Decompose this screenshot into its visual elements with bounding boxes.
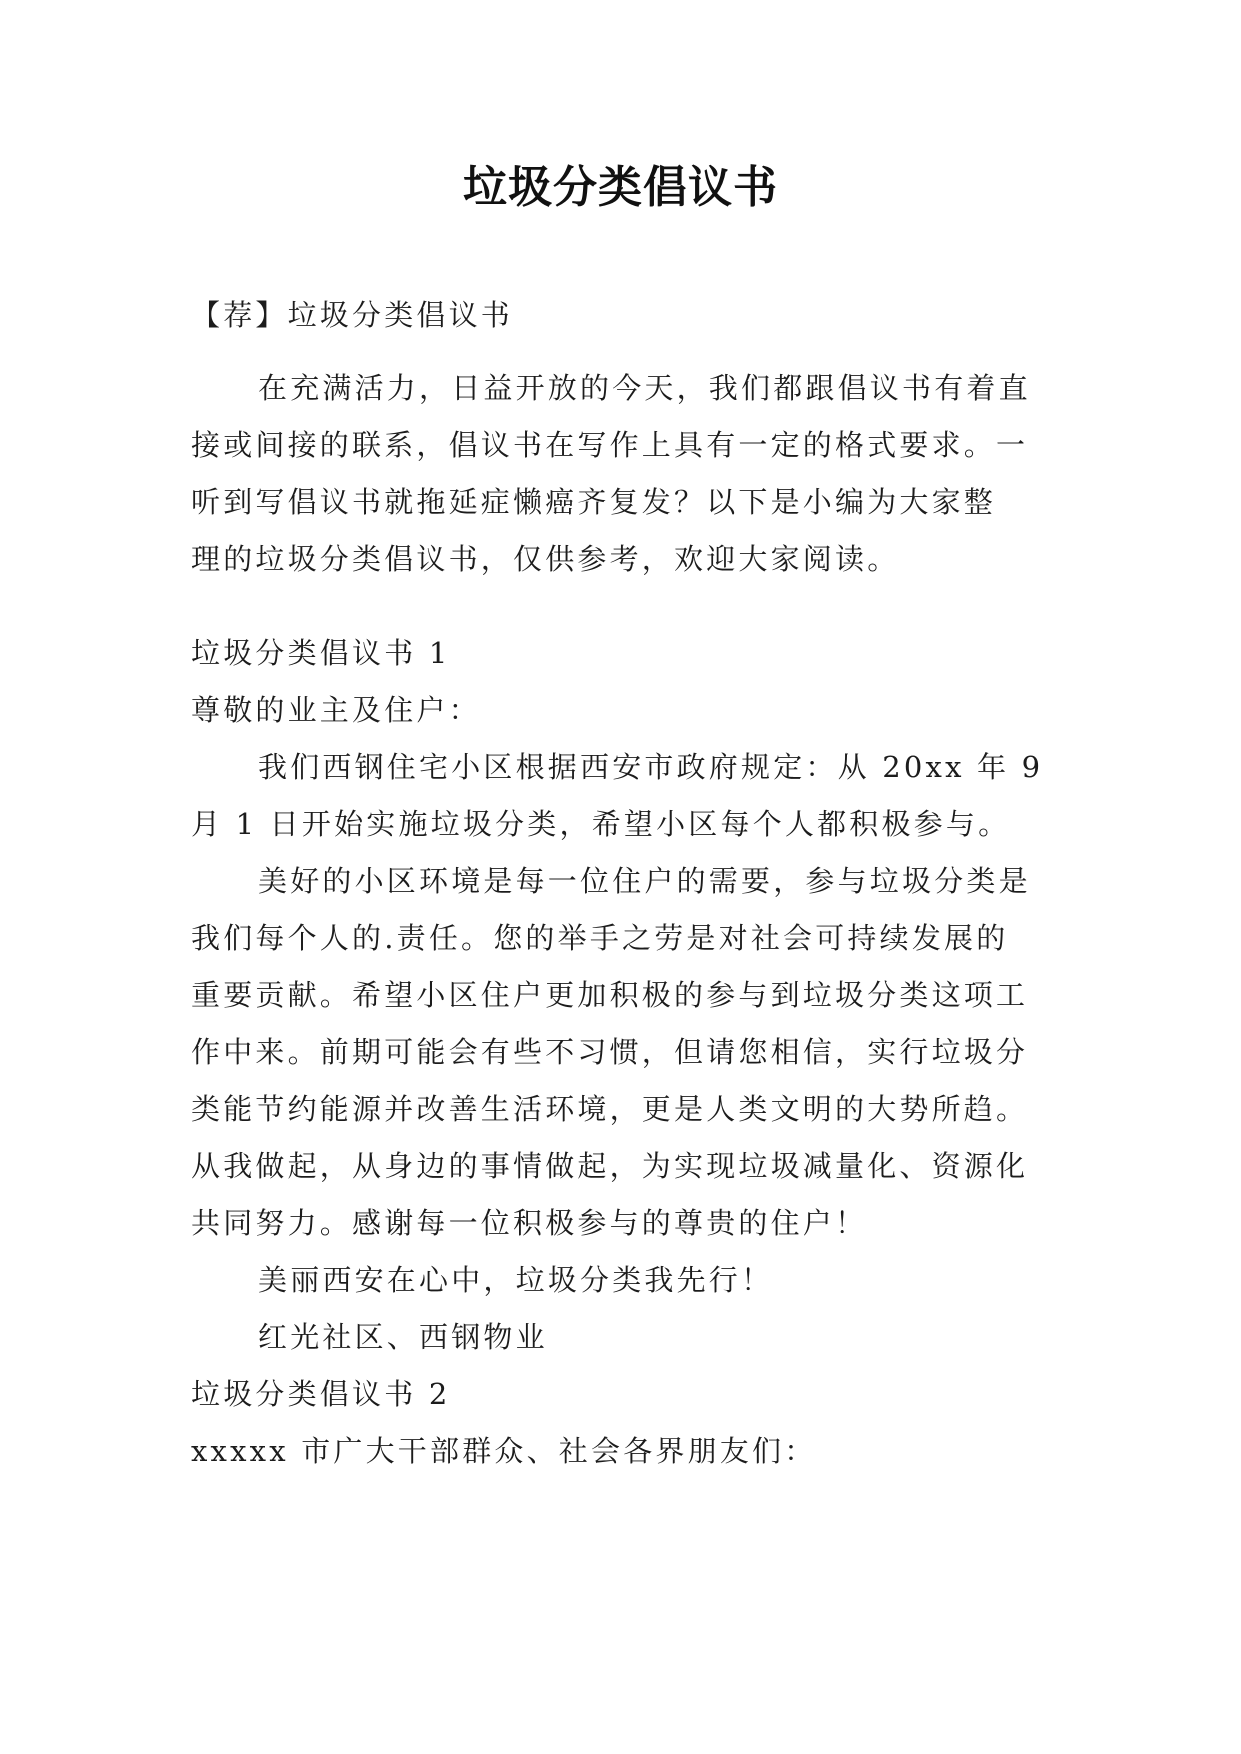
paragraph-line: 美好的小区环境是每一位住户的需要，参与垃圾分类是 (258, 864, 1031, 898)
salutation: xxxxx 市广大干部群众、社会各界朋友们： (191, 1434, 817, 1468)
slogan: 美丽西安在心中，垃圾分类我先行！ (258, 1263, 774, 1297)
section-heading: 垃圾分类倡议书 2 (191, 1377, 451, 1411)
paragraph-line: 从我做起，从身边的事情做起，为实现垃圾减量化、资源化 (191, 1149, 1029, 1183)
intro-line: 理的垃圾分类倡议书，仅供参考，欢迎大家阅读。 (191, 542, 900, 576)
recommend-heading: 【荐】垃圾分类倡议书 (191, 298, 514, 332)
section-heading: 垃圾分类倡议书 1 (191, 636, 451, 670)
intro-line: 听到写倡议书就拖延症懒癌齐复发？以下是小编为大家整 (191, 485, 997, 519)
paragraph-line: 作中来。前期可能会有些不习惯，但请您相信，实行垃圾分 (191, 1035, 1029, 1069)
paragraph-line: 我们每个人的.责任。您的举手之劳是对社会可持续发展的 (191, 921, 1009, 955)
paragraph-line: 重要贡献。希望小区住户更加积极的参与到垃圾分类这项工 (191, 978, 1029, 1012)
paragraph-line: 我们西钢住宅小区根据西安市政府规定：从 20xx 年 9 (258, 750, 1044, 784)
intro-line: 在充满活力，日益开放的今天，我们都跟倡议书有着直 (258, 371, 1031, 405)
document-title: 垃圾分类倡议书 (463, 162, 778, 213)
salutation: 尊敬的业主及住户： (191, 693, 481, 727)
paragraph-line: 月 1 日开始实施垃圾分类，希望小区每个人都积极参与。 (191, 807, 1011, 841)
signature: 红光社区、西钢物业 (258, 1320, 548, 1354)
paragraph-line: 共同努力。感谢每一位积极参与的尊贵的住户！ (191, 1206, 868, 1240)
intro-line: 接或间接的联系，倡议书在写作上具有一定的格式要求。一 (191, 428, 1029, 462)
paragraph-line: 类能节约能源并改善生活环境，更是人类文明的大势所趋。 (191, 1092, 1029, 1126)
